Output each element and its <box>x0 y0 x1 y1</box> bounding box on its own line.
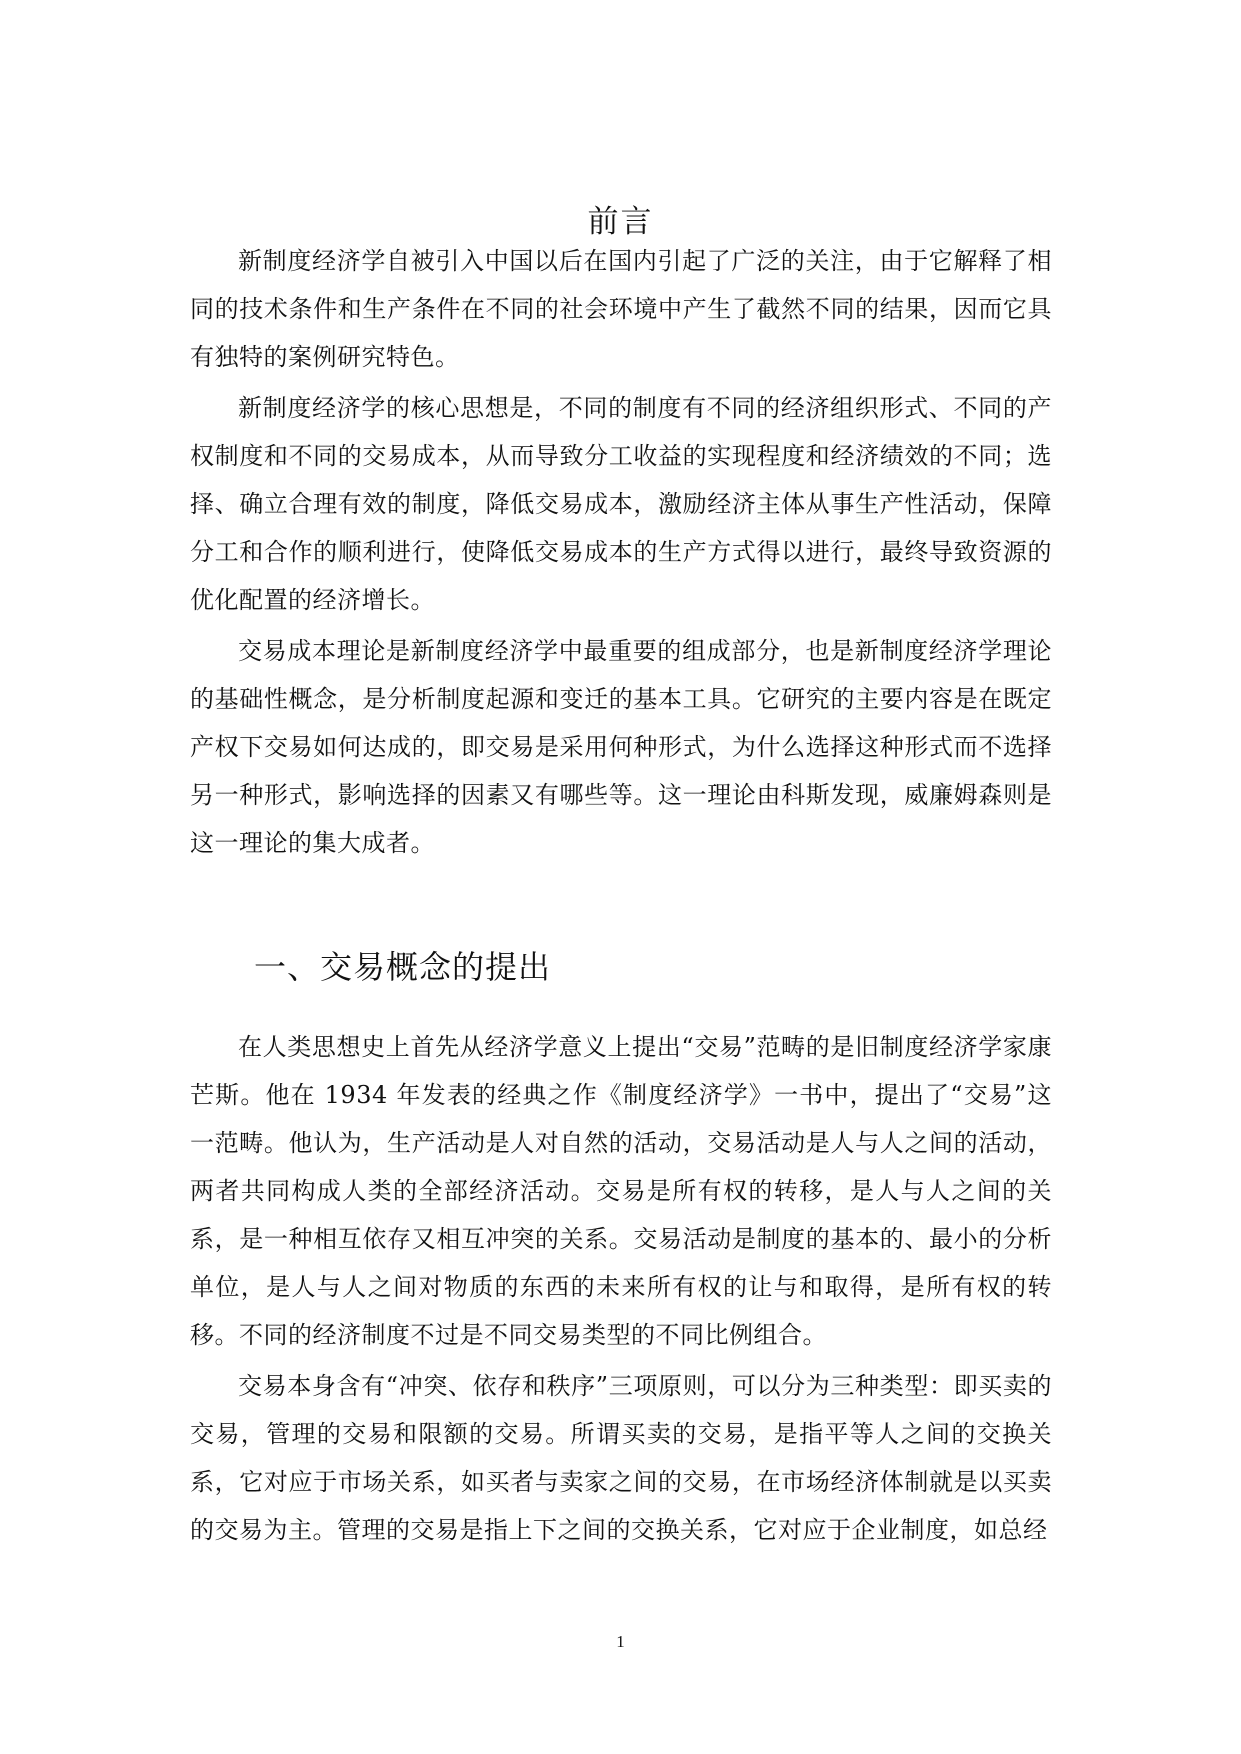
preface-title: 前言 <box>587 204 654 240</box>
section-body <box>190 1023 1052 1554</box>
preface-paragraph-3: 交易成本理论是新制度经济学中最重要的组成部分，也是新制度经济学理论的基础性概念，是分析制度起源和变迁的基本工具。它研究的主要内容是在既定产权下交易如何达成的，即交易是采用何种形式，为什么选择这种形式而不选择另一种形式，影响选择的因素又有哪些等。这一理论由科斯发现，威廉姆森则是这一理论的集大成者。 <box>190 637 1052 857</box>
page-number: 1 <box>616 1632 625 1651</box>
preface-body <box>190 237 1052 867</box>
section-paragraph-2: 交易本身含有“冲突、依存和秩序”三项原则，可以分为三种类型：即买卖的交易，管理的交易和限额的交易。所谓买卖的交易，是指平等人之间的交换关系，它对应于市场关系，如买者与卖家之间的交易，在市场经济体制就是以买卖的交易为主。管理的交易是指上下之间的交换关系，它对应于企业制度，如总经 <box>190 1372 1052 1544</box>
preface-paragraph-1: 新制度经济学自被引入中国以后在国内引起了广泛的关注，由于它解释了相同的技术条件和生产条件在不同的社会环境中产生了截然不同的结果，因而它具有独特的案例研究特色。 <box>190 247 1052 371</box>
section-heading: 一、交易概念的提出 <box>254 948 552 986</box>
section-paragraph-1: 在人类思想史上首先从经济学意义上提出“交易”范畴的是旧制度经济学家康芒斯。他在 1934 年发表的经典之作《制度经济学》一书中，提出了“交易”这一范畴。他认为，生产活动是人对自然的活动，交易活动是人与人之间的活动，两者共同构成人类的全部经济活动。交易是所有权的转移，是人与人之间的关系，是一种相互依存又相互冲突的关系。交易活动是制度的基本的、最小的分析单位，是人与人之间对物质的东西的未来所有权的让与和取得，是所有权的转移。不同的经济制度不过是不同交易类型的不同比例组合。 <box>190 1033 1052 1349</box>
preface-paragraph-2: 新制度经济学的核心思想是，不同的制度有不同的经济组织形式、不同的产权制度和不同的交易成本，从而导致分工收益的实现程度和经济绩效的不同；选择、确立合理有效的制度，降低交易成本，激励经济主体从事生产性活动，保障分工和合作的顺利进行，使降低交易成本的生产方式得以进行，最终导致资源的优化配置的经济增长。 <box>190 394 1052 614</box>
